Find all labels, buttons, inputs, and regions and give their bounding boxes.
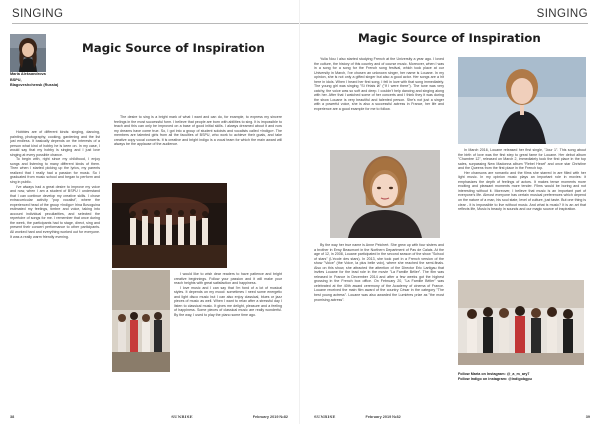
author-org: BSPU, [10,77,22,82]
choir-group-photo [458,280,584,365]
author-name: Maria Aleksandrova [10,72,46,76]
footer-right [314,414,590,419]
left-col-2-lower [174,272,282,362]
section-heading-right: SINGING [536,8,588,20]
page-number: 38 [10,414,15,419]
paragraph: I would like to wish dear readers to have patience and bright creative beginnings. Follow your passion and it will make your reach heights with great satisfaction and happiness. [174,272,282,286]
right-col-1-lower [314,243,444,383]
group-photo [112,270,170,372]
section-heading-left: SINGING [12,8,64,20]
left-col-1 [10,130,100,380]
issue-label: February 2019 №82 [365,414,401,419]
instagram-links [458,372,588,382]
paragraph: Hobbies are of different kinds: singing, dancing, painting, photography, cooking, gardening and the list just endless. It basically depends on the interests of a person what kind of hobby he is keen on. In my case, I would say that my hobby is singing and I just love singing at every possible chance. [10,130,100,157]
paragraph: Her chansons are romantic and the films she starred in are filled with her light music. In my opinion music plays an important role in movies: it emphasizes the depth of feelings of actors. It makes tense moments more exciting and pleasant moments more tender. Films would be boring and not interesting without it. Moreover, I believe that music is an important part of everyone's life. Almost everyone has certain musical preferences which depend on the nature of a man, his soul state, level of culture, just taste. But one thing is clear - it is impossible to live without music. And what is music? It is an art that reflects life, Music is beauty in sounds and our magic source of inspiration. [458,170,586,212]
paragraph: By the way her true name is Anne Peichert. She grew up with four sisters and a brother in Erwy Beaumont in the Northern Department of Pas de Calais. At the age of 12, in 2008, Louane participated in the second season of the show "School of stars" (L'école des stars). In 2013, she took part in a French version of the show "Voice" (the Voice, la plus belle voix), where she reached the semi-finals. Also on this show, she attracted the attention of the Director Eric Lartigau that invites Louane for the lead role in the movie "La Famille Bélier". The film was released in France in December 2014 and after a few weeks got the highest grossing in the French box office. On February 20, "La Famille Bélier" was celebrated at the 40th award ceremony of the Academy of cinema of France. Louane received the main film award of the country César in the category "The best young actress". Louane was also awarded the Lumières prize as "the most promising actress". [314,243,444,302]
heading-rule-right [300,23,588,24]
footer-left [10,414,288,419]
paragraph: In March 2016, Louane released her first single, "Jour 1". This song about the birth of love was the first step to great fame for Louane. Her debut album "Chambre 12", released on March 2, immediately took the first place in the top sales, surpassing New Madonna album "Rebel Heart" and once star Christine and the Queens from the first place in the French top. [458,148,586,171]
magazine-brand: SUNRISE [314,414,336,419]
right-page [300,0,600,424]
paragraph: The desire to sing is a bright mark of what I want and can do, for example, to express my sincere feelings in the most successful form. I believe that people are born with abilities to sing. It is impossible to teach and this can only be improved on a base of good initial skills. I always dreamed about it and now my dreams have come true. So, I got into a group of student soloists and vocalists called «Indigo». The members are talented girls from all the faculties of BSPU, who work to achieve their goals, and take creative copy vocal concerts. It is creative and bright indigo is a vocal team for which the main award will always be the applause of the audience. [114,115,282,147]
paragraph: To begin with, right since my childhood, I enjoy songs and listening to many different kinds of them. Then when I started picking up the lyrics, my parents realized that I really had a passion for music. So I graduated from music school and began to perform and sing in public. [10,157,100,185]
heading-rule-left [12,23,300,24]
page-number: 39 [585,414,590,419]
singer-stage-photo [458,57,586,144]
author-portrait-photo [10,34,46,72]
magazine-brand: SUNRISE [171,414,193,419]
stage-performance-photo [112,183,227,268]
author-block [10,72,58,89]
right-col-2 [458,148,586,278]
instagram-indigo-link[interactable]: Follow Indigo on instagram: @indigobgpu [458,377,532,381]
paragraph: Yulia Nou I also started studying French at the University a year ago. I loved the culture, the history of this country and of course music. Moreover, when I was in a song for a song for the French song festival, which took place at our University in March, I've chosen an unknown singer, her name is Louane. In my opinion, she is not only a gifted singer but also a good actor. Her songs are a hit here in idols. When I heard her first song, I fell in love with that song immediately. The young girl was singing "Si t'étais là" ("If I were there"). The tune was very catchy, the voice was so soft and deep. I couldn't help dancing and singing along with her. After that I watched some of her concerts and I think they it was during the show Louane is very beautiful and talented person. She's not just a singer with a powerful voice, she is also a successful actress in France, her life and experience are a good example for me to follow. [314,57,444,112]
paragraph: I love music and I can say that I'm fond of a lot of musical styles. It depends on my mood: sometimes I need some energetic and light disco music but I can also enjoy classical, blues or jazz pieces of music as well. When I want to relax after a stressful day I listen to classical music. It gives me delight, pleasure and a feeling of happiness. Some pieces of classical music are really wonderful. By the way, I used to play the piano some time ago. [174,285,282,317]
right-col-1-upper [314,57,444,145]
left-col-2-upper [114,115,282,187]
article-title-left: Magic Source of Inspiration [82,41,265,55]
singer-portrait-photo [330,150,440,238]
paragraph: I've always had a great desire to improve my voice and now, when I am a student of BSPU I understand that I can continue develop my creative skills. I chose extracurricular activity "pop vocalist", where the experienced head of the group «Indigo» Irina Bovoguina estimated my feelings, timbre and voice, taking into account individual peculiarities, and selected the repertoire of songs for me. I remember that once during the week, the participants had to stage, direct, sing and present their concert performance to other participants. All worked hard and everything worked out for everyone. It was a really warm friendly evening. [10,184,100,239]
author-city: Blagoveshchensk (Russia) [10,83,59,87]
issue-label: February 2019 №82 [252,414,288,419]
instagram-maria-link[interactable]: Follow Maria on Instagram: @_a_m_ary7 [458,372,530,376]
article-title-right: Magic Source of Inspiration [358,31,541,45]
